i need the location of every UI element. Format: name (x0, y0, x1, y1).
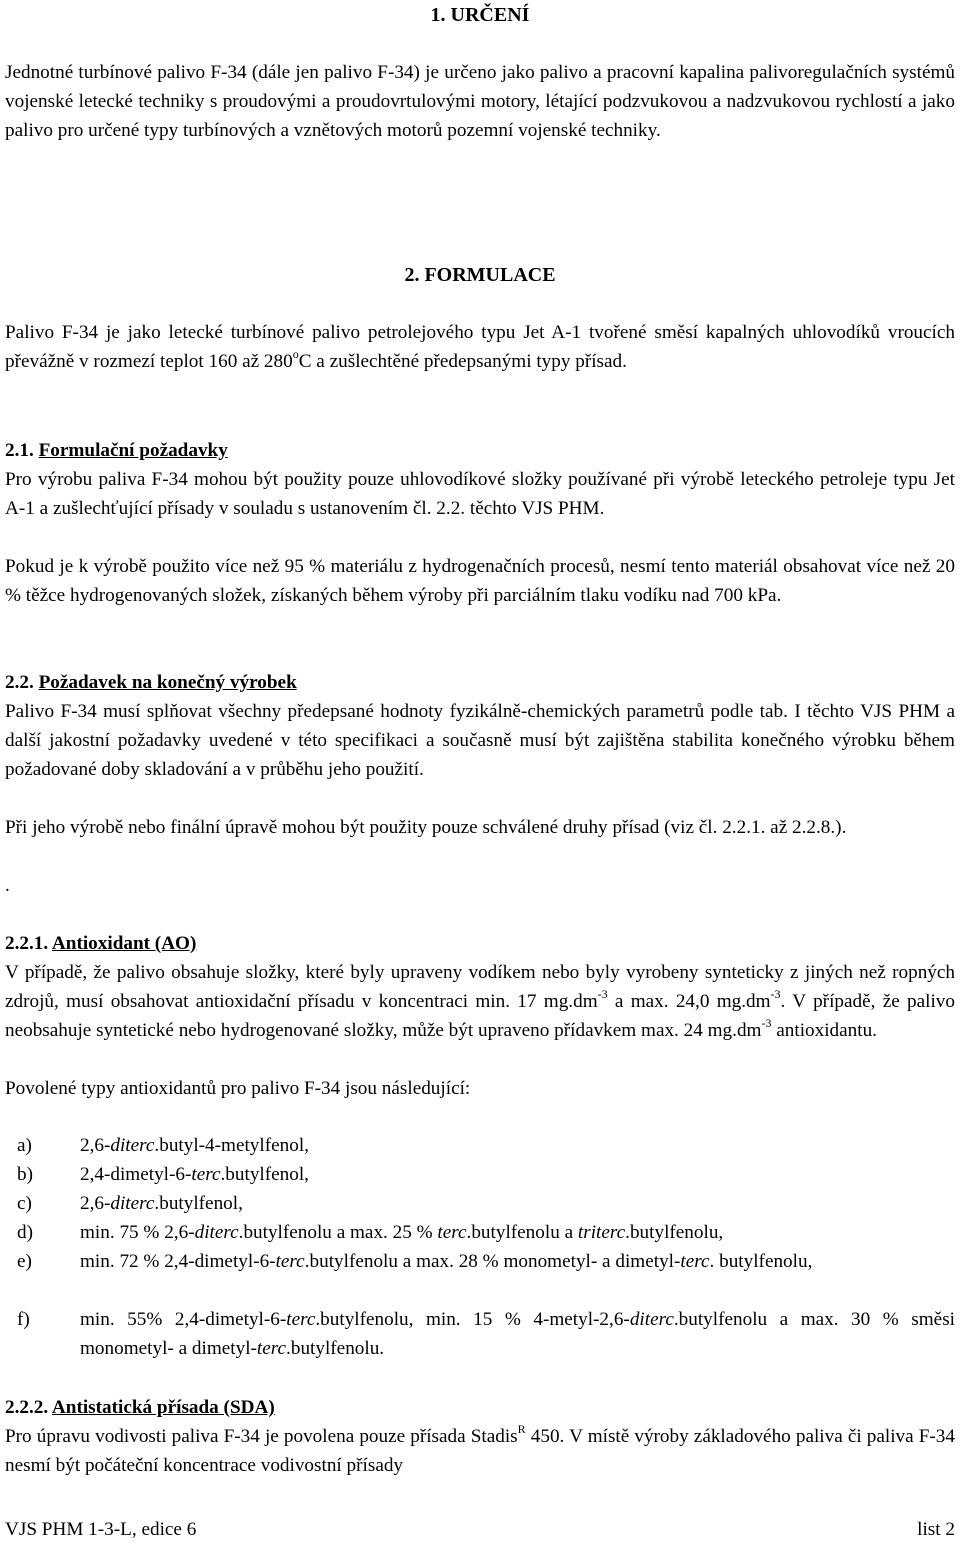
section-2-heading: 2. FORMULACE (404, 264, 556, 286)
section-2-2-paragraph-1: Palivo F-34 musí splňovat všechny předepsané hodnoty fyzikálně-chemických parametrů podle tab. I těchto VJS PHM a další jakostní požadavky uvedené v této specifikaci a současně musí být zajištěna stabilita konečného výrobku během požadované doby skladování a v průběhu jeho použití. (5, 701, 955, 780)
section-2-2-1-paragraph-2: Povolené typy antioxidantů pro palivo F-34 jsou následující: (5, 1078, 471, 1099)
list-item-text: 2,6-diterc.butylfenol, (80, 1193, 243, 1214)
list-item-marker: b) (17, 1164, 33, 1185)
section-2-2-1-paragraph-1: V případě, že palivo obsahuje složky, které byly upraveny vodíkem nebo byly vyrobeny synteticky z jiných než ropných zdrojů, musí obsahovat antioxidační přísadu v koncentraci min. 17 $mg.dm^{-3}$ a max. 24,0 $mg.dm^{-3}$. V případě, že palivo neobsahuje syntetické nebo hydrogenované složky, může být upraveno přídavkem max. 24 $mg.dm^{-3}$ antioxidantu. (5, 962, 955, 1041)
list-item-marker: a) (17, 1135, 32, 1156)
section-2-2-paragraph-2: Při jeho výrobě nebo finální úpravě mohou být použity pouze schválené druhy přísad (viz čl. 2.2.1. až 2.2.8.). (5, 817, 847, 838)
section-2-2-1-heading: 2.2.1. Antioxidant (AO) (5, 933, 197, 954)
stray-dot: . (5, 875, 10, 896)
list-item-marker: f) (17, 1309, 30, 1330)
list-item-text: min. 75 % 2,6-diterc.butylfenolu a max. 25 % terc.butylfenolu a triterc.butylfenolu, (80, 1222, 724, 1243)
section-2-2-2-heading: 2.2.2. Antistatická přísada (SDA) (5, 1397, 275, 1418)
section-2-1-paragraph-1: Pro výrobu paliva F-34 mohou být použity pouze uhlovodíkové složky používané při výrobě leteckého petroleje typu Jet A-1 a zušlechťující přísady v souladu s ustanovením čl. 2.2. těchto VJS PHM. (5, 469, 955, 519)
list-item-text: 2,6-diterc.butyl-4-metylfenol, (80, 1135, 309, 1156)
list-item-marker: c) (17, 1193, 32, 1214)
section-1-paragraph: Jednotné turbínové palivo F-34 (dále jen palivo F-34) je určeno jako palivo a pracovní kapalina palivoregulačních systémů vojenské letecké techniky s proudovými a proudovrtulovými motory, létající podzvukovou a nadzvukovou rychlostí a jako palivo pro určené typy turbínových a vznětových motorů pozemní vojenské techniky. (5, 62, 955, 141)
footer-page-number: list 2 (917, 1519, 955, 1540)
section-2-1-heading: 2.1. Formulační požadavky (5, 440, 228, 461)
list-item-text: min. 55% 2,4-dimetyl-6-terc.butylfenolu, min. 15 % 4-metyl-2,6-diterc.butylfenolu a max. 30 % směsi monometyl- a dimetyl-terc.butylfenolu. (80, 1309, 955, 1359)
section-1-heading: 1. URČENÍ (430, 4, 530, 26)
list-item-text: 2,4-dimetyl-6-terc.butylfenol, (80, 1164, 309, 1185)
list-item-text: min. 72 % 2,4-dimetyl-6-terc.butylfenolu a max. 28 % monometyl- a dimetyl-terc. butylfenolu, (80, 1251, 813, 1272)
footer-document-id: VJS PHM 1-3-L, edice 6 (5, 1519, 197, 1540)
section-2-2-heading: 2.2. Požadavek na konečný výrobek (5, 672, 297, 693)
list-item-marker: d) (17, 1222, 33, 1243)
list-item-marker: e) (17, 1251, 32, 1272)
section-2-paragraph: Palivo F-34 je jako letecké turbínové palivo petrolejového typu Jet A-1 tvořené směsí kapalných uhlovodíků vroucích převážně v rozmezí teplot 160 až 280$^o$C a zušlechtěné předepsanými typy přísad. (5, 322, 955, 372)
section-2-2-2-paragraph: Pro úpravu vodivosti paliva F-34 je povolena pouze přísada Stadis$^R$ 450. V místě výroby základového paliva či paliva F-34 nesmí být počáteční koncentrace vodivostní přísady (5, 1421, 955, 1476)
section-2-1-paragraph-2: Pokud je k výrobě použito více než 95 % materiálu z hydrogenačních procesů, nesmí tento materiál obsahovat více než 20 % těžce hydrogenovaných složek, získaných během výroby při parciálním tlaku vodíku nad 700 kPa. (5, 556, 955, 606)
